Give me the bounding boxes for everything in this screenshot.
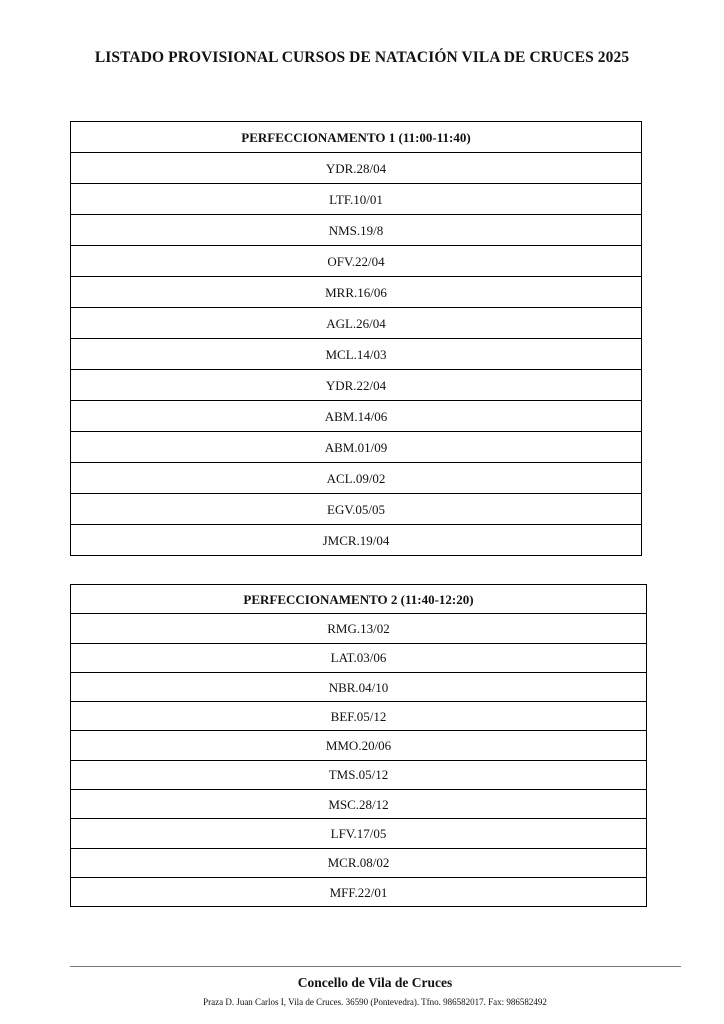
participant-code: MFF.22/01 (71, 877, 647, 906)
table-row (71, 731, 647, 760)
table-row (71, 760, 647, 789)
table-row (71, 277, 642, 308)
table-row (71, 184, 642, 215)
participant-code: YDR.22/04 (71, 370, 642, 401)
participant-code: TMS.05/12 (71, 760, 647, 789)
participant-code: OFV.22/04 (71, 246, 642, 277)
table-header-row (71, 122, 642, 153)
participant-code: RMG.13/02 (71, 614, 647, 643)
table-row (71, 339, 642, 370)
table-row (71, 308, 642, 339)
participant-code: LTF.10/01 (71, 184, 642, 215)
group-table-perfeccionamento-1 (70, 121, 642, 556)
table-row (71, 819, 647, 848)
table-row (71, 153, 642, 184)
participant-code: BEF.05/12 (71, 702, 647, 731)
table-row (71, 672, 647, 701)
participant-code: NMS.19/8 (71, 215, 642, 246)
participant-code: LAT.03/06 (71, 643, 647, 672)
participant-code: ABM.14/06 (71, 401, 642, 432)
participant-code: NBR.04/10 (71, 672, 647, 701)
document-title: LISTADO PROVISIONAL CURSOS DE NATACIÓN VILA DE CRUCES 2025 (94, 49, 630, 66)
table-row (71, 246, 642, 277)
participant-code: MMO.20/06 (71, 731, 647, 760)
footer-organization-name: Concello de Vila de Cruces (297, 975, 453, 990)
participant-code: MRR.16/06 (71, 277, 642, 308)
table-row (71, 702, 647, 731)
participant-code: MCR.08/02 (71, 848, 647, 877)
participant-code: MSC.28/12 (71, 790, 647, 819)
participant-code: JMCR.19/04 (71, 525, 642, 556)
table-header-row (71, 585, 647, 614)
table-row (71, 614, 647, 643)
table-row (71, 401, 642, 432)
participant-code: MCL.14/03 (71, 339, 642, 370)
table-row (71, 370, 642, 401)
participant-code: ACL.09/02 (71, 463, 642, 494)
participant-code: YDR.28/04 (71, 153, 642, 184)
table-row (71, 463, 642, 494)
participant-code: LFV.17/05 (71, 819, 647, 848)
table-row (71, 790, 647, 819)
table-row (71, 643, 647, 672)
participant-code: AGL.26/04 (71, 308, 642, 339)
group-heading: PERFECCIONAMENTO 1 (11:00-11:40) (71, 122, 642, 153)
footer-address: Praza D. Juan Carlos I, Vila de Cruces. 36590 (Pontevedra). Tfno. 986582017. Fax: 986582492 (203, 997, 547, 1007)
participant-code: EGV.05/05 (71, 494, 642, 525)
footer-divider (70, 966, 681, 967)
table-row (71, 525, 642, 556)
table-row (71, 432, 642, 463)
table-row (71, 877, 647, 906)
table-row (71, 848, 647, 877)
group-table-perfeccionamento-2 (70, 584, 647, 907)
group-heading: PERFECCIONAMENTO 2 (11:40-12:20) (71, 585, 647, 614)
table-row (71, 494, 642, 525)
participant-code: ABM.01/09 (71, 432, 642, 463)
table-row (71, 215, 642, 246)
